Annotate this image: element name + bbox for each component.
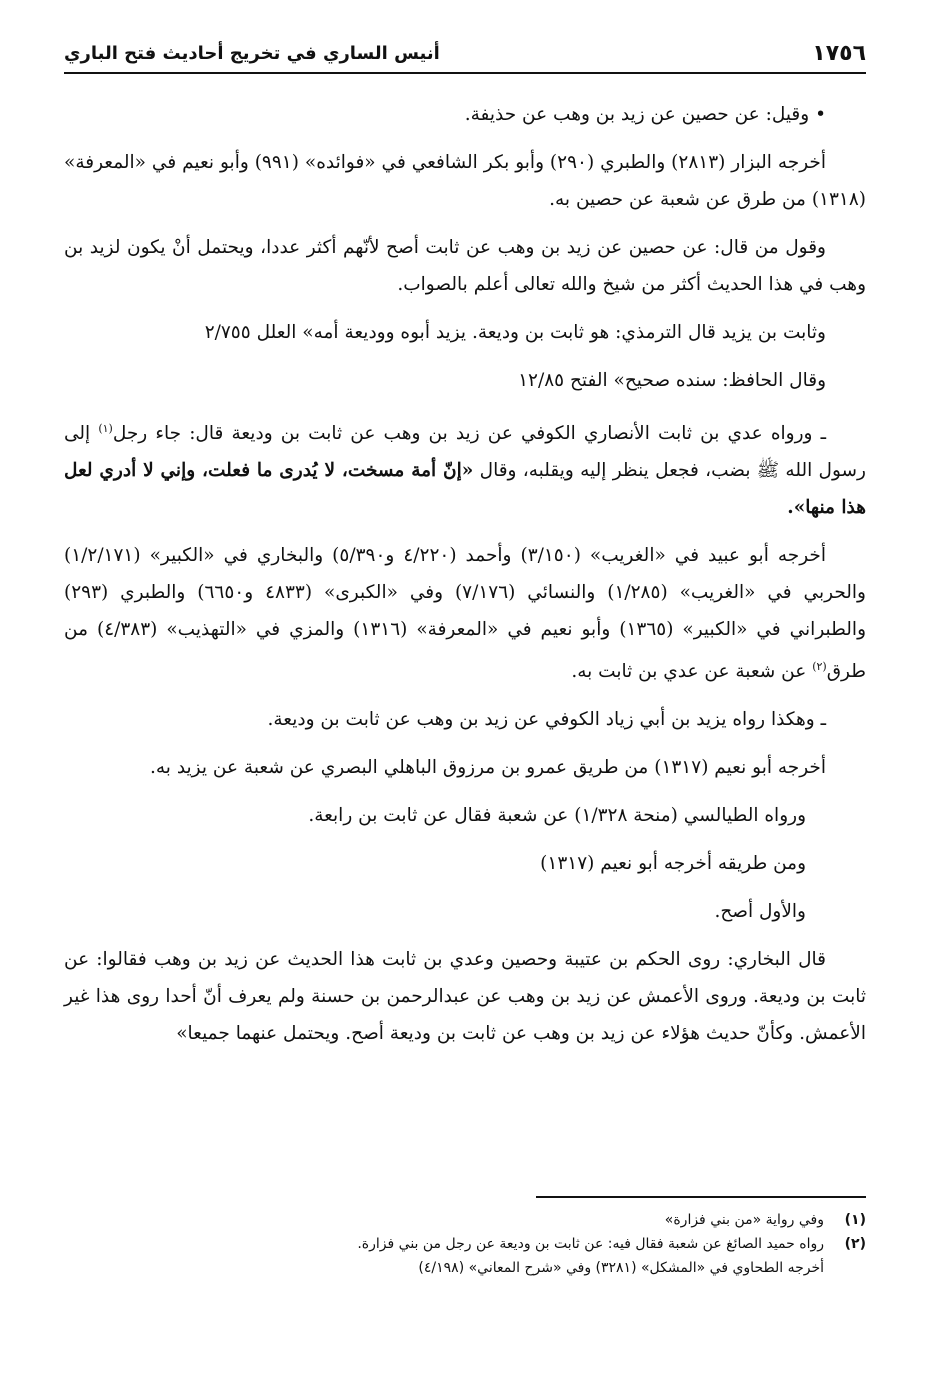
page-number: ١٧٥٦ bbox=[812, 40, 866, 66]
paragraph-9: أخرجه أبو نعيم (١٣١٧) من طريق عمرو بن مرزوق الباهلي البصري عن شعبة عن يزيد به. bbox=[149, 757, 826, 779]
footnote-2-number: (٢) bbox=[844, 1236, 866, 1252]
footnote-1 bbox=[64, 1208, 866, 1232]
footnote-ref-2[interactable]: (٢) bbox=[812, 660, 827, 674]
footnote-divider bbox=[536, 1196, 866, 1198]
hadith-quote: «إنّ أمة مسخت، لا يُدرى ما فعلت، وإني لا أدري لعل هذا منها». bbox=[64, 460, 866, 519]
paragraph-11: ومن طريقه أخرجه أبو نعيم (١٣١٧) bbox=[540, 853, 806, 875]
book-title: أنيس الساري في تخريج أحاديث فتح الباري bbox=[64, 42, 440, 64]
footnote-2 bbox=[64, 1232, 866, 1256]
footnote-ref-1[interactable]: (١) bbox=[98, 422, 113, 435]
paragraph-6-text-b: إلى رسول الله ﷺ بضب، فجعل ينظر إليه ويقلبه، وقال bbox=[64, 423, 866, 482]
page-body bbox=[64, 96, 866, 1063]
paragraph-1: • وقيل: عن حصين عن زيد بن وهب عن حذيفة. bbox=[464, 104, 826, 125]
paragraph-13: قال البخاري: روى الحكم بن عتيبة وحصين وعدي بن ثابت هذا الحديث عن زيد بن وهب فقالوا: عن ثابت بن وديعة. وروى الأعمش عن زيد بن وهب عن عبدالرحمن بن حسنة ولم يعرف أنّ أحدا روى هذا غير الأعمش. وكأنّ حديث هؤلاء عن زيد بن وهب عن ثابت بن وديعة أصح. ويحتمل عنهما جميعا» bbox=[64, 949, 866, 1045]
paragraph-7-text-a: أخرجه أبو عبيد في «الغريب» (٣/١٥٠) وأحمد (٤/٢٢٠ و٥/٣٩٠) والبخاري في «الكبير» (١/٢/١٧١) والحربي في «الغريب» (١/٢٨٥) والنسائي (٧/١٧٦) وفي «الكبرى» (٤٨٣٣ و٦٦٥٠) والطبري (٢٩٣) والطبراني في «الكبير» (١٣٦٥) وأبو نعيم في «المعرفة» (١٣١٦) والمزي في «التهذيب» (٤/٣٨٣) من طرق bbox=[64, 545, 866, 683]
paragraph-6-text-a: ـ ورواه عدي بن ثابت الأنصاري الكوفي عن زيد بن وهب عن ثابت بن وديعة قال: جاء رجل bbox=[112, 423, 826, 445]
paragraph-10: ورواه الطيالسي (منحة ١/٣٢٨) عن شعبة فقال عن ثابت بن رابعة. bbox=[308, 805, 806, 827]
paragraph-8: ـ وهكذا رواه يزيد بن أبي زياد الكوفي عن زيد بن وهب عن ثابت بن وديعة. bbox=[267, 709, 826, 731]
paragraph-7 bbox=[64, 537, 866, 690]
footnote-2-text: رواه حميد الصائغ عن شعبة فقال فيه: عن ثابت بن وديعة عن رجل من بني فزارة. bbox=[357, 1236, 824, 1252]
paragraph-2: أخرجه البزار (٢٨١٣) والطبري (٢٩٠) وأبو بكر الشافعي في «فوائده» (٩٩١) وأبو نعيم في «المعرفة» (١٣١٨) من طرق عن شعبة عن حصين به. bbox=[64, 152, 866, 210]
paragraph-3: وقول من قال: عن حصين عن زيد بن وهب عن ثابت أصح لأنّهم أكثر عددا، ويحتمل أنْ يكون لزيد بن وهب في هذا الحديث أكثر من شيخ والله تعالى أعلم بالصواب. bbox=[64, 237, 866, 295]
paragraph-7-text-b: عن شعبة عن عدي بن ثابت به. bbox=[571, 661, 813, 683]
footnote-2-continuation: أخرجه الطحاوي في «المشكل» (٣٢٨١) وفي «شرح المعاني» (٤/١٩٨) bbox=[418, 1260, 824, 1276]
footnote-1-text: وفي رواية «من بني فزارة» bbox=[664, 1212, 824, 1228]
footnotes bbox=[64, 1196, 866, 1280]
page-header bbox=[64, 34, 866, 74]
paragraph-5: وقال الحافظ: سنده صحيح» الفتح ١٢/٨٥ bbox=[518, 370, 826, 391]
paragraph-12: والأول أصح. bbox=[714, 901, 806, 923]
paragraph-6 bbox=[64, 410, 866, 526]
footnote-1-number: (١) bbox=[844, 1212, 866, 1228]
paragraph-4: وثابت بن يزيد قال الترمذي: هو ثابت بن وديعة. يزيد أبوه ووديعة أمه» العلل ٢/٧٥٥ bbox=[204, 322, 826, 343]
